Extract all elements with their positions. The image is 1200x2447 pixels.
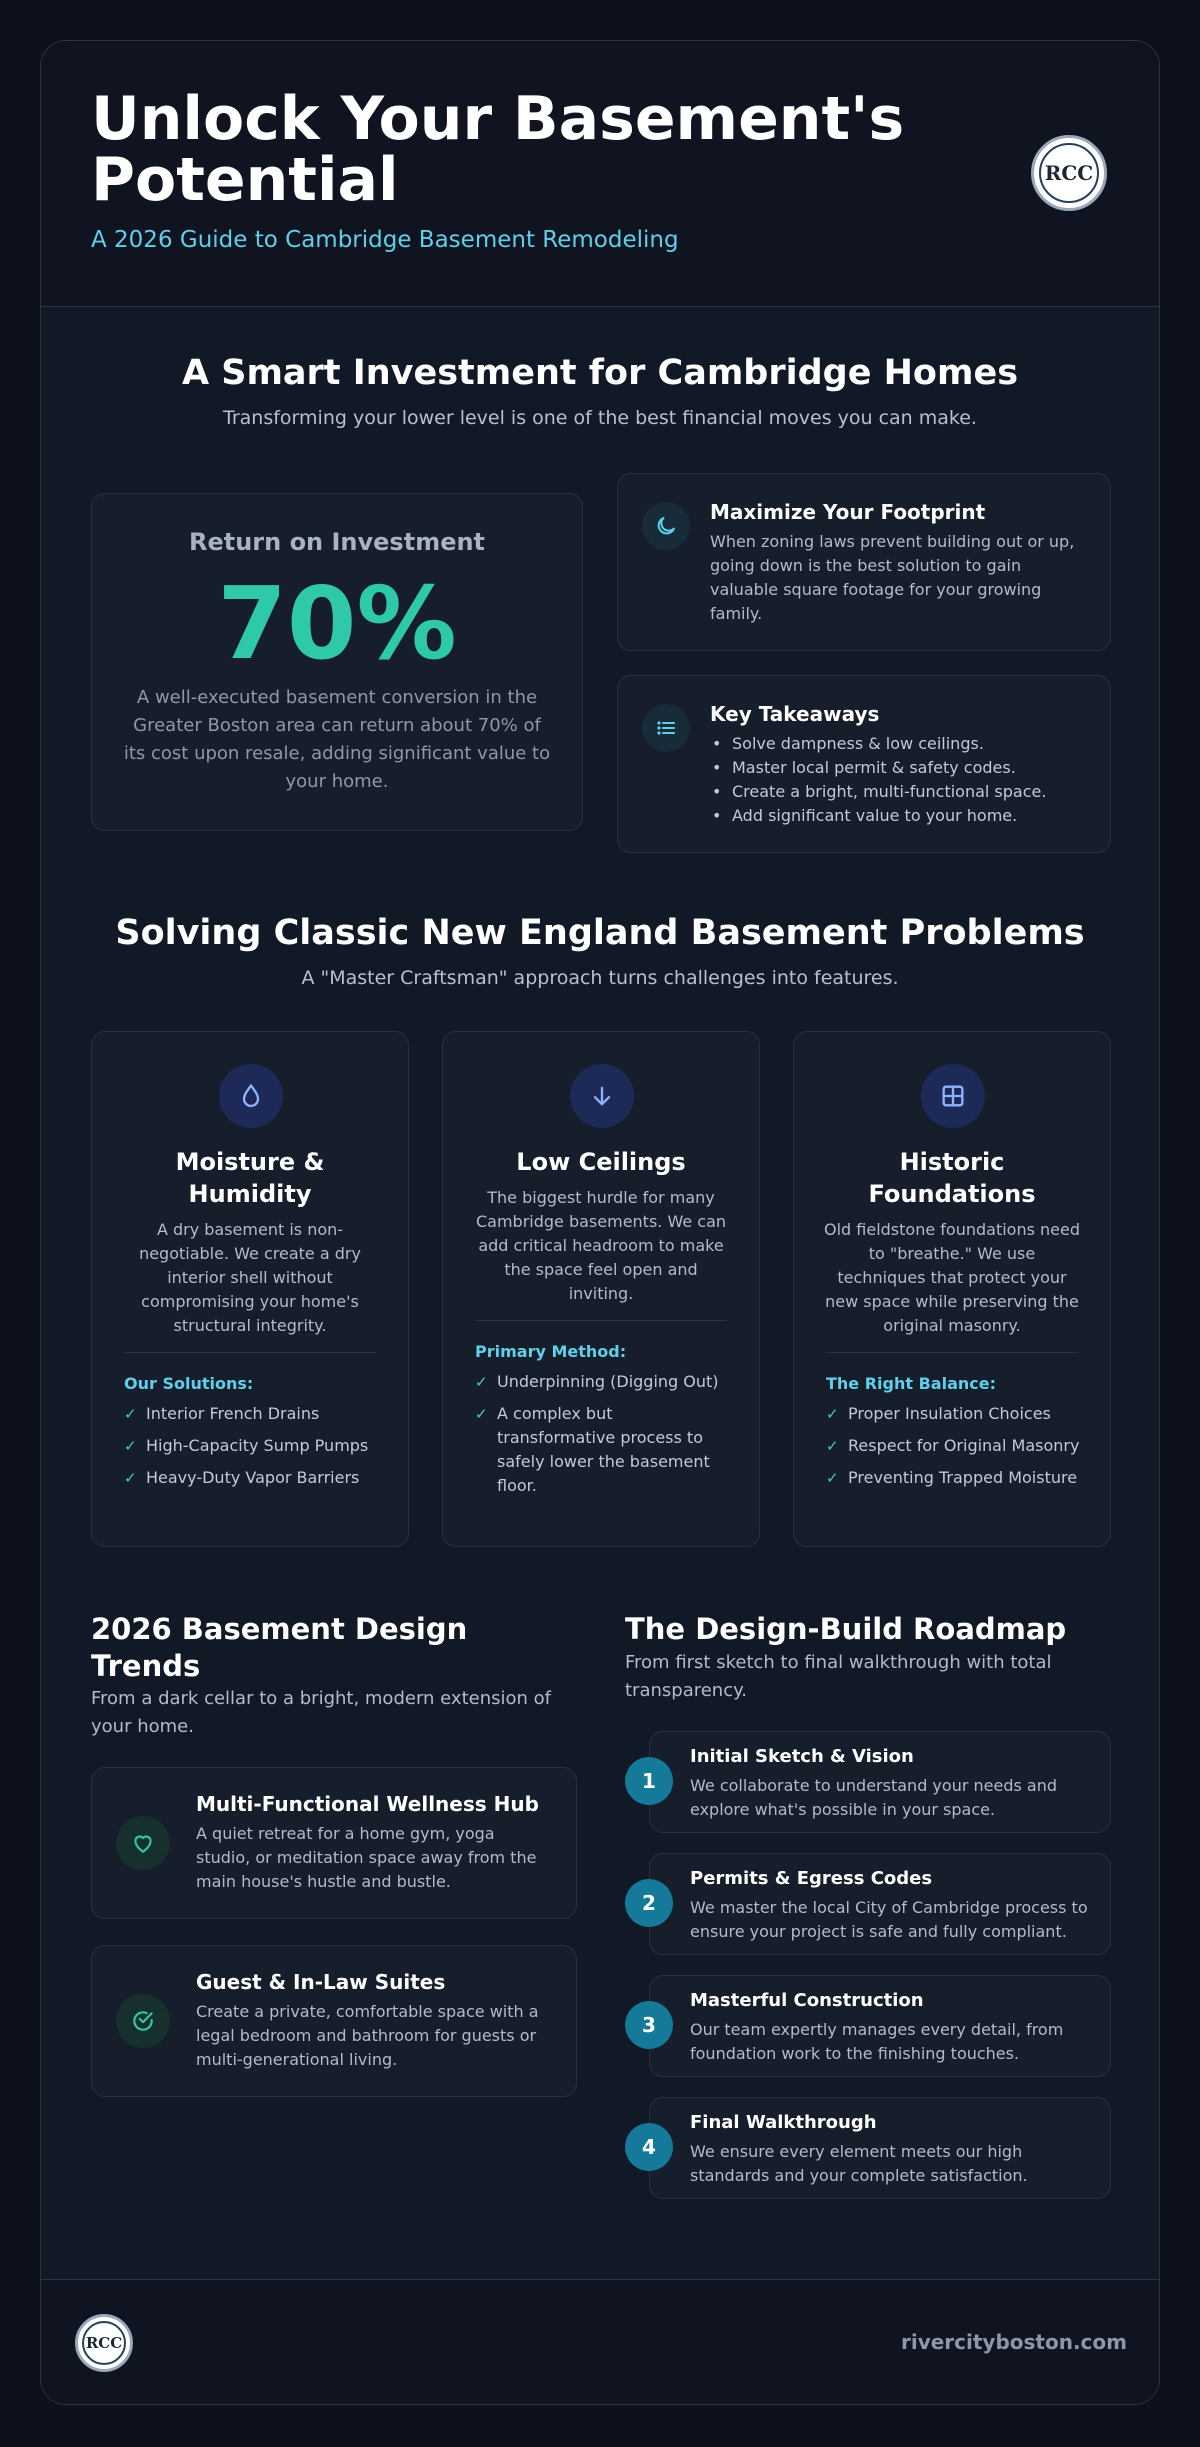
roi-value: 70%: [217, 565, 457, 682]
problem-title: Low Ceilings: [516, 1148, 686, 1176]
droplet-icon: [219, 1064, 283, 1128]
page-title: Unlock Your Basement's Potential: [91, 84, 905, 215]
logo-monogram: RCC: [1044, 161, 1094, 185]
trend-card: [91, 1945, 577, 2097]
solutions-list: [124, 1402, 380, 1498]
problem-label: Primary Method:: [475, 1342, 627, 1361]
divider: [475, 1320, 727, 1321]
roi-description: A well-executed basement conversion in the Greater Boston area can return about 70% of its cost upon resale, adding significant value to your home.: [123, 687, 551, 792]
list-item: • Add significant value to your home.: [710, 804, 1046, 828]
list-item: ✓ Preventing Trapped Moisture: [826, 1466, 1082, 1490]
investment-title: A Smart Investment for Cambridge Homes: [181, 353, 1019, 393]
list-item: ✓ Underpinning (Digging Out): [475, 1370, 731, 1394]
roi-card: [91, 493, 583, 831]
problem-description: Old fieldstone foundations need to "breathe." We use techniques that protect your new space while preserving the original masonry.: [824, 1220, 1080, 1335]
problem-label: The Right Balance:: [826, 1374, 996, 1393]
step-title: Initial Sketch & Vision: [690, 1746, 914, 1767]
company-logo: [1031, 135, 1107, 211]
list-item: • Master local permit & safety codes.: [710, 756, 1046, 780]
balance-list: [826, 1402, 1082, 1498]
roadmap-step: [649, 1853, 1111, 1955]
takeaways-list: [710, 732, 1046, 828]
trend-text: A quiet retreat for a home gym, yoga studio, or meditation space away from the main house's hustle and bustle.: [196, 1824, 537, 1891]
step-text: Our team expertly manages every detail, from foundation work to the finishing touches.: [690, 2020, 1064, 2063]
roadmap-title: The Design-Build Roadmap: [625, 1612, 1067, 1646]
trends-subtitle: From a dark cellar to a bright, modern extension of your home.: [91, 1688, 551, 1737]
moon-icon: [642, 502, 690, 550]
trend-text: Create a private, comfortable space with a legal bedroom and bathroom for guests or multi-generational living.: [196, 2002, 539, 2069]
roadmap-step: [649, 1731, 1111, 1833]
problem-card-moisture: [91, 1031, 409, 1547]
step-text: We master the local City of Cambridge process to ensure your project is safe and fully compliant.: [690, 1898, 1088, 1941]
footprint-title: Maximize Your Footprint: [710, 500, 986, 524]
footprint-text: When zoning laws prevent building out or up, going down is the best solution to gain valuable square footage for your growing family.: [710, 532, 1075, 623]
footprint-card: [617, 473, 1111, 651]
problem-description: A dry basement is non-negotiable. We create a dry interior shell without compromising your home's structural integrity.: [139, 1220, 361, 1335]
step-text: We collaborate to understand your needs and explore what's possible in your space.: [690, 1776, 1057, 1819]
trends-title: 2026 Basement Design Trends: [91, 1612, 468, 1683]
step-title: Permits & Egress Codes: [690, 1868, 933, 1889]
company-logo: [75, 2314, 133, 2372]
arrow-down-icon: [570, 1064, 634, 1128]
roadmap-subtitle: From first sketch to final walkthrough with total transparency.: [625, 1652, 1052, 1701]
step-number: 2: [625, 1879, 673, 1927]
list-item: • Create a bright, multi-functional space.: [710, 780, 1046, 804]
heart-icon: [116, 1816, 170, 1870]
roadmap-step: [649, 1975, 1111, 2077]
list-item: ✓ Proper Insulation Choices: [826, 1402, 1082, 1426]
step-text: We ensure every element meets our high standards and your complete satisfaction.: [690, 2142, 1028, 2185]
problems-subtitle: A "Master Craftsman" approach turns challenges into features.: [301, 967, 899, 989]
step-number: 4: [625, 2123, 673, 2171]
logo-monogram: RCC: [85, 2334, 123, 2352]
list-item: ✓ A complex but transformative process to safely lower the basement floor.: [475, 1402, 731, 1498]
check-circle-icon: [116, 1994, 170, 2048]
infographic-frame: [40, 40, 1160, 2405]
divider: [124, 1352, 376, 1353]
investment-subtitle: Transforming your lower level is one of the best financial moves you can make.: [223, 407, 977, 429]
step-number: 1: [625, 1757, 673, 1805]
takeaways-title: Key Takeaways: [710, 702, 880, 726]
step-title: Final Walkthrough: [690, 2112, 877, 2133]
trend-title: Guest & In-Law Suites: [196, 1970, 446, 1994]
list-item: ✓ Interior French Drains: [124, 1402, 380, 1426]
roadmap-step: [649, 2097, 1111, 2199]
problem-description: The biggest hurdle for many Cambridge basements. We can add critical headroom to make the space feel open and inviting.: [475, 1188, 727, 1303]
list-icon: [642, 704, 690, 752]
problem-title: Moisture & Humidity: [175, 1148, 325, 1208]
problems-title: Solving Classic New England Basement Problems: [115, 913, 1085, 953]
problem-card-foundations: [793, 1031, 1111, 1547]
problem-title: Historic Foundations: [868, 1148, 1036, 1208]
list-item: ✓ Heavy-Duty Vapor Barriers: [124, 1466, 380, 1490]
problem-card-ceilings: [442, 1031, 760, 1547]
step-title: Masterful Construction: [690, 1990, 924, 2011]
grid-icon: [921, 1064, 985, 1128]
website-link[interactable]: rivercityboston.com: [900, 2330, 1127, 2354]
header: [41, 41, 1159, 307]
trend-card: [91, 1767, 577, 1919]
problem-label: Our Solutions:: [124, 1374, 254, 1393]
divider: [826, 1352, 1078, 1353]
list-item: ✓ High-Capacity Sump Pumps: [124, 1434, 380, 1458]
list-item: ✓ Respect for Original Masonry: [826, 1434, 1082, 1458]
trend-title: Multi-Functional Wellness Hub: [196, 1792, 539, 1816]
methods-list: [475, 1370, 731, 1506]
takeaways-card: [617, 675, 1111, 853]
step-number: 3: [625, 2001, 673, 2049]
footer: [41, 2279, 1159, 2405]
list-item: • Solve dampness & low ceilings.: [710, 732, 1046, 756]
page-subtitle: A 2026 Guide to Cambridge Basement Remodeling: [91, 227, 679, 253]
roi-label: Return on Investment: [188, 528, 486, 556]
